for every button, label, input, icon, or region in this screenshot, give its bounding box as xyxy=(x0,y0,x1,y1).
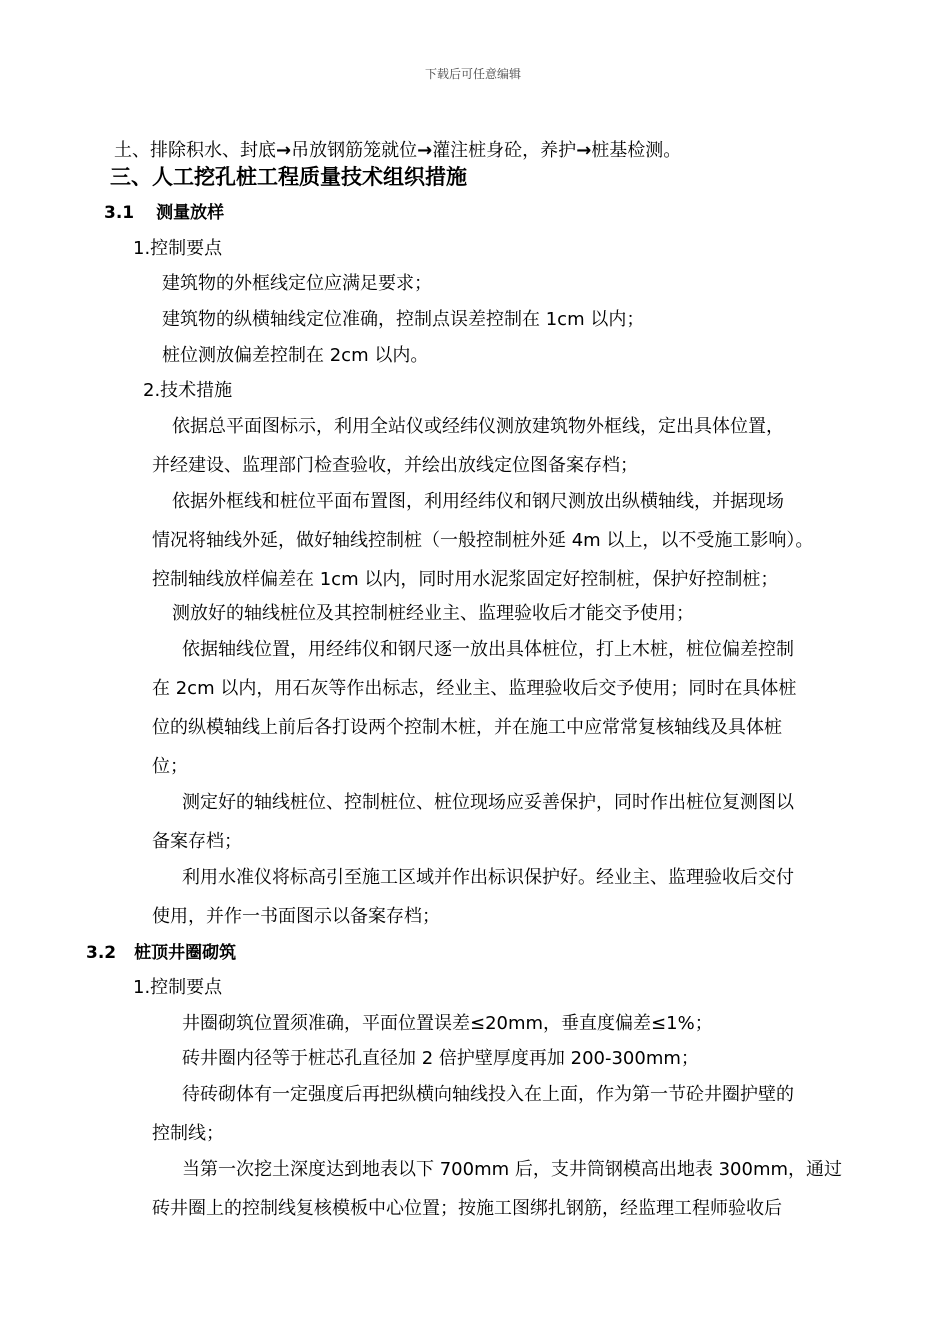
paragraph: 利用水准仪将标高引至施工区域并作出标识保护好。经业主、监理验收后交付 xyxy=(182,867,794,888)
process-step-1: 土、排除积水、封底 xyxy=(114,140,276,161)
paragraph: 备案存档； xyxy=(152,831,242,852)
subheading-control-points: 1.控制要点 xyxy=(133,238,223,259)
paragraph: 砖井圈内径等于桩芯孔直径加 2 倍护壁厚度再加 200-300mm； xyxy=(182,1048,699,1069)
arrow-icon: → xyxy=(576,140,592,161)
paragraph: 建筑物的外框线定位应满足要求； xyxy=(162,273,432,294)
page-header: 下载后可任意编辑 xyxy=(425,67,522,81)
paragraph: 并经建设、监理部门检查验收，并绘出放线定位图备案存档； xyxy=(152,455,638,476)
paragraph: 测定好的轴线桩位、控制桩位、桩位现场应妥善保护，同时作出桩位复测图以 xyxy=(182,792,794,813)
process-line xyxy=(114,139,681,163)
process-step-2: 吊放钢筋笼就位 xyxy=(291,140,418,161)
subheading-technical-measures: 2.技术措施 xyxy=(143,380,233,401)
arrow-icon: → xyxy=(417,140,433,161)
paragraph: 使用，并作一书面图示以备案存档； xyxy=(152,906,440,927)
paragraph: 位的纵模轴线上前后各打设两个控制木桩，并在施工中应常常复核轴线及具体桩 xyxy=(152,717,782,738)
paragraph: 建筑物的纵横轴线定位准确，控制点误差控制在 1cm 以内； xyxy=(162,309,645,330)
section-title: 桩顶井圈砌筑 xyxy=(134,943,237,963)
paragraph: 控制轴线放样偏差在 1cm 以内，同时用水泥浆固定好控制桩，保护好控制桩； xyxy=(152,569,779,590)
paragraph: 待砖砌体有一定强度后再把纵横向轴线投入在上面，作为第一节砼井圈护壁的 xyxy=(182,1084,794,1105)
paragraph: 测放好的轴线桩位及其控制桩经业主、监理验收后才能交予使用； xyxy=(172,603,694,624)
paragraph: 砖井圈上的控制线复核模板中心位置；按施工图绑扎钢筋，经监理工程师验收后 xyxy=(152,1198,782,1219)
section-3-2-heading xyxy=(86,941,236,965)
section-title: 测量放样 xyxy=(156,203,225,223)
paragraph: 控制线； xyxy=(152,1123,224,1144)
section-number: 3.1 xyxy=(104,203,135,223)
paragraph: 依据外框线和桩位平面布置图，利用经纬仪和钢尺测放出纵横轴线，并据现场 xyxy=(172,491,784,512)
process-step-4: 桩基检测。 xyxy=(591,140,682,161)
paragraph: 情况将轴线外延，做好轴线控制桩（一般控制桩外延 4m 以上，以不受施工影响）。 xyxy=(152,530,814,551)
section-3-1-heading xyxy=(104,201,224,225)
paragraph: 位； xyxy=(152,756,188,777)
section-3-title: 三、人工挖孔桩工程质量技术组织措施 xyxy=(110,165,467,189)
section-number: 3.2 xyxy=(86,943,117,963)
paragraph: 依据轴线位置，用经纬仪和钢尺逐一放出具体桩位，打上木桩，桩位偏差控制 xyxy=(182,639,794,660)
paragraph: 井圈砌筑位置须准确，平面位置误差≤20mm，垂直度偏差≤1%； xyxy=(182,1013,713,1034)
subheading-control-points: 1.控制要点 xyxy=(133,977,223,998)
process-step-3: 灌注桩身砼，养护 xyxy=(432,140,577,161)
arrow-icon: → xyxy=(276,140,292,161)
paragraph: 在 2cm 以内，用石灰等作出标志，经业主、监理验收后交予使用；同时在具体桩 xyxy=(152,678,797,699)
paragraph: 当第一次挖土深度达到地表以下 700mm 后，支井筒钢模高出地表 300mm，通过 xyxy=(182,1159,843,1180)
paragraph: 依据总平面图标示，利用全站仪或经纬仪测放建筑物外框线，定出具体位置， xyxy=(172,416,784,437)
paragraph: 桩位测放偏差控制在 2cm 以内。 xyxy=(162,345,429,366)
